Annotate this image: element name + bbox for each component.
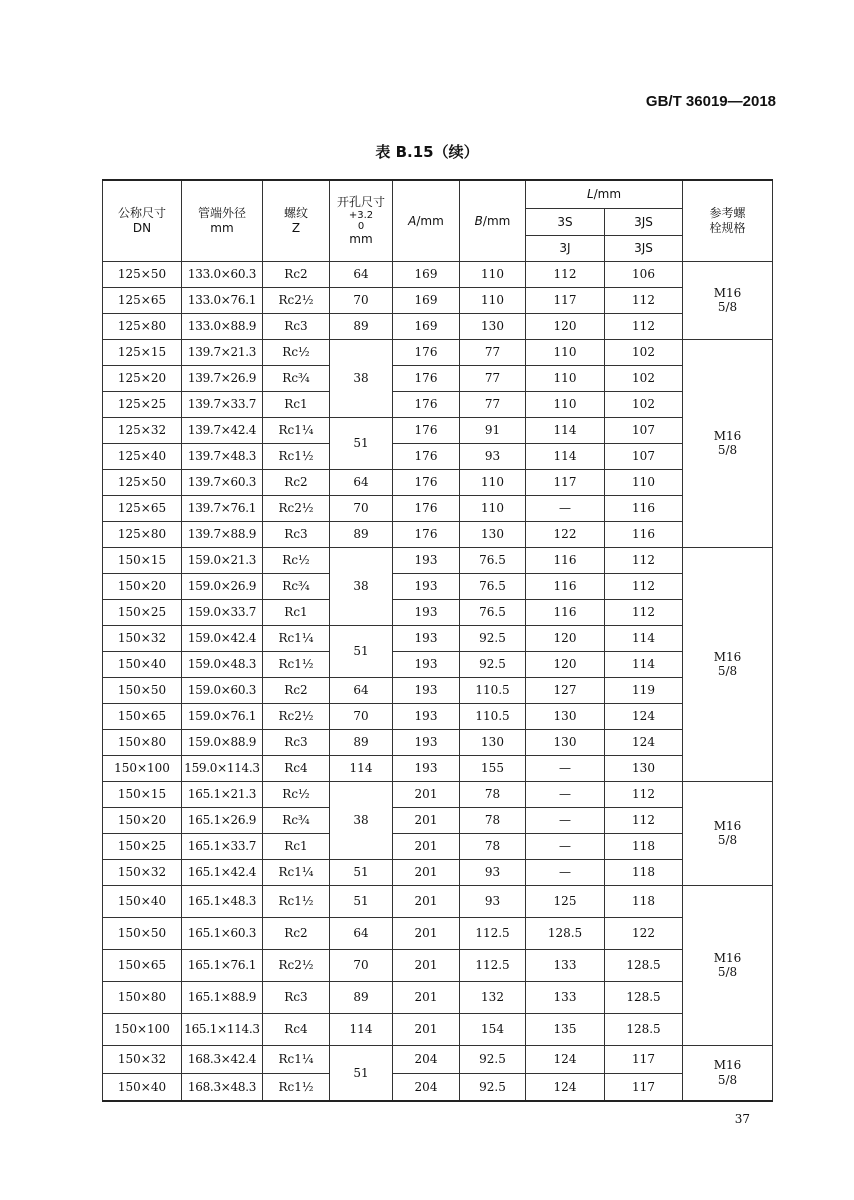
table-row <box>103 625 773 651</box>
table-row <box>103 521 773 547</box>
cell-outer-diameter: 133.0×60.3 <box>182 261 263 287</box>
cell-hole-size: 51 <box>330 417 393 469</box>
cell-outer-diameter: 159.0×60.3 <box>182 677 263 703</box>
table-row <box>103 261 773 287</box>
cell-outer-diameter: 133.0×76.1 <box>182 287 263 313</box>
cell-a: 201 <box>393 807 460 833</box>
table-row <box>103 573 773 599</box>
cell-hole-size: 64 <box>330 917 393 949</box>
cell-a: 169 <box>393 261 460 287</box>
cell-a: 201 <box>393 1013 460 1045</box>
cell-b: 110.5 <box>460 677 526 703</box>
cell-a: 193 <box>393 677 460 703</box>
standard-code: GB/T 36019—2018 <box>645 93 776 110</box>
cell-l-3s: 120 <box>526 625 605 651</box>
cell-a: 193 <box>393 703 460 729</box>
cell-b: 112.5 <box>460 949 526 981</box>
cell-dn: 150×100 <box>103 1013 182 1045</box>
cell-l-3js: 128.5 <box>605 1013 683 1045</box>
cell-outer-diameter: 159.0×21.3 <box>182 547 263 573</box>
cell-bolt-spec: M16 5/8 <box>683 781 773 885</box>
cell-a: 193 <box>393 651 460 677</box>
cell-dn: 125×25 <box>103 391 182 417</box>
cell-l-3js: 128.5 <box>605 949 683 981</box>
cell-a: 176 <box>393 417 460 443</box>
cell-dn: 150×100 <box>103 755 182 781</box>
cell-dn: 125×50 <box>103 469 182 495</box>
cell-outer-diameter: 159.0×114.3 <box>182 755 263 781</box>
table-row <box>103 1013 773 1045</box>
cell-l-3js: 118 <box>605 885 683 917</box>
cell-thread: Rc½ <box>263 339 330 365</box>
cell-l-3js: 116 <box>605 495 683 521</box>
cell-thread: Rc1 <box>263 391 330 417</box>
cell-hole-size: 114 <box>330 755 393 781</box>
cell-a: 193 <box>393 625 460 651</box>
cell-outer-diameter: 139.7×88.9 <box>182 521 263 547</box>
cell-b: 130 <box>460 521 526 547</box>
cell-thread: Rc2½ <box>263 949 330 981</box>
tolerance-upper: +3.2 <box>348 209 374 221</box>
cell-hole-size: 70 <box>330 495 393 521</box>
cell-dn: 150×20 <box>103 573 182 599</box>
cell-b: 110.5 <box>460 703 526 729</box>
cell-thread: Rc½ <box>263 781 330 807</box>
cell-l-3s: — <box>526 859 605 885</box>
table-row <box>103 949 773 981</box>
cell-dn: 125×65 <box>103 495 182 521</box>
table-row <box>103 807 773 833</box>
table-row <box>103 703 773 729</box>
cell-a: 201 <box>393 949 460 981</box>
cell-hole-size: 114 <box>330 1013 393 1045</box>
table-title: 表 B.15（续） <box>375 143 479 161</box>
cell-thread: Rc1 <box>263 599 330 625</box>
cell-thread: Rc1½ <box>263 651 330 677</box>
cell-l-3s: — <box>526 781 605 807</box>
cell-thread: Rc2 <box>263 469 330 495</box>
cell-b: 112.5 <box>460 917 526 949</box>
cell-outer-diameter: 139.7×76.1 <box>182 495 263 521</box>
cell-b: 76.5 <box>460 547 526 573</box>
cell-dn: 150×65 <box>103 949 182 981</box>
cell-a: 201 <box>393 981 460 1013</box>
table-row <box>103 981 773 1013</box>
cell-b: 130 <box>460 729 526 755</box>
cell-b: 77 <box>460 391 526 417</box>
cell-thread: Rc½ <box>263 547 330 573</box>
page-number: 37 <box>734 1112 750 1126</box>
table-row <box>103 677 773 703</box>
cell-dn: 150×40 <box>103 885 182 917</box>
cell-l-3s: 116 <box>526 599 605 625</box>
cell-hole-size: 64 <box>330 677 393 703</box>
cell-l-3js: 107 <box>605 417 683 443</box>
cell-a: 193 <box>393 573 460 599</box>
cell-b: 91 <box>460 417 526 443</box>
cell-b: 110 <box>460 287 526 313</box>
cell-dn: 125×80 <box>103 313 182 339</box>
header-a: A/mm <box>393 180 460 261</box>
cell-l-3js: 102 <box>605 391 683 417</box>
cell-l-3s: — <box>526 495 605 521</box>
cell-thread: Rc1¼ <box>263 417 330 443</box>
cell-l-3js: 116 <box>605 521 683 547</box>
table-row <box>103 755 773 781</box>
cell-outer-diameter: 139.7×60.3 <box>182 469 263 495</box>
cell-dn: 150×50 <box>103 677 182 703</box>
cell-hole-size: 38 <box>330 339 393 417</box>
table-row <box>103 885 773 917</box>
cell-thread: Rc1¼ <box>263 625 330 651</box>
cell-dn: 150×15 <box>103 547 182 573</box>
cell-thread: Rc3 <box>263 729 330 755</box>
cell-thread: Rc2 <box>263 261 330 287</box>
table-row <box>103 651 773 677</box>
cell-l-3js: 128.5 <box>605 981 683 1013</box>
header-outer-diameter: 管端外径 mm <box>182 180 263 261</box>
cell-l-3js: 117 <box>605 1045 683 1073</box>
spec-table-body <box>103 261 773 1101</box>
table-row <box>103 917 773 949</box>
table-row <box>103 859 773 885</box>
cell-a: 201 <box>393 833 460 859</box>
cell-thread: Rc3 <box>263 521 330 547</box>
table-row <box>103 495 773 521</box>
cell-dn: 150×25 <box>103 599 182 625</box>
cell-dn: 150×32 <box>103 625 182 651</box>
cell-dn: 125×20 <box>103 365 182 391</box>
cell-thread: Rc3 <box>263 313 330 339</box>
cell-outer-diameter: 139.7×48.3 <box>182 443 263 469</box>
cell-l-3js: 107 <box>605 443 683 469</box>
header-l-3s: 3S 3J <box>526 208 605 261</box>
cell-l-3s: 125 <box>526 885 605 917</box>
cell-l-3s: 133 <box>526 949 605 981</box>
cell-l-3js: 106 <box>605 261 683 287</box>
header-dn: 公称尺寸 DN <box>103 180 182 261</box>
table-row <box>103 417 773 443</box>
cell-l-3s: 117 <box>526 469 605 495</box>
cell-a: 204 <box>393 1045 460 1073</box>
cell-dn: 150×25 <box>103 833 182 859</box>
cell-l-3s: 117 <box>526 287 605 313</box>
cell-dn: 125×65 <box>103 287 182 313</box>
cell-l-3js: 114 <box>605 651 683 677</box>
cell-l-3js: 118 <box>605 859 683 885</box>
cell-outer-diameter: 159.0×33.7 <box>182 599 263 625</box>
cell-thread: Rc1¼ <box>263 859 330 885</box>
cell-hole-size: 51 <box>330 625 393 677</box>
cell-l-3js: 112 <box>605 573 683 599</box>
cell-b: 110 <box>460 261 526 287</box>
cell-l-3js: 112 <box>605 599 683 625</box>
table-row <box>103 287 773 313</box>
cell-dn: 150×50 <box>103 917 182 949</box>
table-row <box>103 547 773 573</box>
cell-b: 76.5 <box>460 599 526 625</box>
cell-thread: Rc1¼ <box>263 1045 330 1073</box>
cell-l-3s: — <box>526 807 605 833</box>
cell-b: 77 <box>460 339 526 365</box>
cell-l-3s: 124 <box>526 1045 605 1073</box>
cell-outer-diameter: 165.1×60.3 <box>182 917 263 949</box>
cell-outer-diameter: 139.7×42.4 <box>182 417 263 443</box>
cell-thread: Rc¾ <box>263 573 330 599</box>
cell-a: 201 <box>393 885 460 917</box>
cell-hole-size: 89 <box>330 729 393 755</box>
cell-l-3s: 116 <box>526 573 605 599</box>
cell-b: 132 <box>460 981 526 1013</box>
cell-l-3s: 122 <box>526 521 605 547</box>
cell-a: 193 <box>393 729 460 755</box>
cell-l-3js: 114 <box>605 625 683 651</box>
cell-l-3js: 130 <box>605 755 683 781</box>
cell-dn: 150×40 <box>103 651 182 677</box>
header-bolt-spec: 参考螺 栓规格 <box>683 180 773 261</box>
cell-hole-size: 51 <box>330 859 393 885</box>
cell-bolt-spec: M16 5/8 <box>683 885 773 1045</box>
cell-l-3s: 112 <box>526 261 605 287</box>
cell-outer-diameter: 139.7×33.7 <box>182 391 263 417</box>
cell-thread: Rc1½ <box>263 885 330 917</box>
cell-outer-diameter: 165.1×33.7 <box>182 833 263 859</box>
cell-l-3js: 118 <box>605 833 683 859</box>
cell-outer-diameter: 159.0×88.9 <box>182 729 263 755</box>
cell-b: 78 <box>460 807 526 833</box>
cell-bolt-spec: M16 5/8 <box>683 339 773 547</box>
cell-l-3js: 110 <box>605 469 683 495</box>
cell-l-3js: 124 <box>605 703 683 729</box>
cell-l-3s: 127 <box>526 677 605 703</box>
cell-l-3js: 112 <box>605 287 683 313</box>
cell-outer-diameter: 139.7×26.9 <box>182 365 263 391</box>
cell-outer-diameter: 159.0×26.9 <box>182 573 263 599</box>
cell-l-3s: — <box>526 755 605 781</box>
cell-outer-diameter: 139.7×21.3 <box>182 339 263 365</box>
table-row <box>103 729 773 755</box>
cell-thread: Rc1½ <box>263 443 330 469</box>
cell-thread: Rc4 <box>263 1013 330 1045</box>
cell-hole-size: 89 <box>330 313 393 339</box>
cell-hole-size: 51 <box>330 885 393 917</box>
cell-l-3s: 120 <box>526 313 605 339</box>
cell-a: 176 <box>393 339 460 365</box>
cell-b: 92.5 <box>460 1073 526 1101</box>
cell-l-3js: 117 <box>605 1073 683 1101</box>
table-row <box>103 391 773 417</box>
cell-a: 176 <box>393 521 460 547</box>
header-l-3js: 3JS 3JS <box>605 208 683 261</box>
cell-dn: 125×50 <box>103 261 182 287</box>
cell-b: 78 <box>460 781 526 807</box>
cell-outer-diameter: 165.1×76.1 <box>182 949 263 981</box>
cell-bolt-spec: M16 5/8 <box>683 547 773 781</box>
cell-dn: 125×15 <box>103 339 182 365</box>
cell-thread: Rc1 <box>263 833 330 859</box>
cell-a: 169 <box>393 313 460 339</box>
table-row <box>103 833 773 859</box>
cell-a: 201 <box>393 917 460 949</box>
cell-l-3s: — <box>526 833 605 859</box>
cell-dn: 150×65 <box>103 703 182 729</box>
tolerance-lower: 0 <box>357 220 365 232</box>
cell-thread: Rc1½ <box>263 1073 330 1101</box>
cell-thread: Rc¾ <box>263 365 330 391</box>
cell-b: 154 <box>460 1013 526 1045</box>
cell-thread: Rc2½ <box>263 287 330 313</box>
header-hole-size: 开孔尺寸 +3.2 0 mm <box>330 180 393 261</box>
cell-dn: 125×80 <box>103 521 182 547</box>
cell-dn: 150×80 <box>103 981 182 1013</box>
cell-hole-size: 70 <box>330 949 393 981</box>
cell-b: 76.5 <box>460 573 526 599</box>
cell-a: 176 <box>393 365 460 391</box>
cell-a: 176 <box>393 469 460 495</box>
cell-hole-size: 64 <box>330 469 393 495</box>
cell-b: 92.5 <box>460 651 526 677</box>
cell-l-3js: 112 <box>605 313 683 339</box>
table-row <box>103 599 773 625</box>
cell-a: 201 <box>393 781 460 807</box>
cell-a: 193 <box>393 755 460 781</box>
cell-b: 92.5 <box>460 1045 526 1073</box>
cell-l-3js: 124 <box>605 729 683 755</box>
cell-dn: 125×32 <box>103 417 182 443</box>
cell-outer-diameter: 165.1×114.3 <box>182 1013 263 1045</box>
cell-dn: 150×32 <box>103 1045 182 1073</box>
cell-a: 176 <box>393 495 460 521</box>
cell-outer-diameter: 165.1×48.3 <box>182 885 263 917</box>
table-row <box>103 365 773 391</box>
table-row <box>103 1073 773 1101</box>
cell-dn: 150×15 <box>103 781 182 807</box>
cell-hole-size: 38 <box>330 547 393 625</box>
cell-outer-diameter: 165.1×42.4 <box>182 859 263 885</box>
cell-l-3js: 112 <box>605 781 683 807</box>
cell-a: 204 <box>393 1073 460 1101</box>
cell-b: 155 <box>460 755 526 781</box>
cell-l-3s: 116 <box>526 547 605 573</box>
cell-a: 193 <box>393 547 460 573</box>
cell-l-3js: 112 <box>605 547 683 573</box>
cell-hole-size: 89 <box>330 521 393 547</box>
header-thread: 螺纹 Z <box>263 180 330 261</box>
cell-outer-diameter: 168.3×48.3 <box>182 1073 263 1101</box>
cell-outer-diameter: 168.3×42.4 <box>182 1045 263 1073</box>
cell-thread: Rc¾ <box>263 807 330 833</box>
table-row <box>103 1045 773 1073</box>
cell-l-3js: 112 <box>605 807 683 833</box>
cell-a: 201 <box>393 859 460 885</box>
cell-b: 93 <box>460 859 526 885</box>
cell-a: 169 <box>393 287 460 313</box>
cell-hole-size: 89 <box>330 981 393 1013</box>
cell-hole-size: 51 <box>330 1045 393 1101</box>
cell-b: 130 <box>460 313 526 339</box>
table-row <box>103 443 773 469</box>
cell-dn: 150×20 <box>103 807 182 833</box>
cell-a: 176 <box>393 443 460 469</box>
cell-dn: 150×40 <box>103 1073 182 1101</box>
cell-outer-diameter: 159.0×42.4 <box>182 625 263 651</box>
cell-thread: Rc3 <box>263 981 330 1013</box>
cell-outer-diameter: 133.0×88.9 <box>182 313 263 339</box>
cell-thread: Rc2 <box>263 677 330 703</box>
cell-a: 193 <box>393 599 460 625</box>
header-l: L/mm <box>526 180 683 208</box>
cell-b: 92.5 <box>460 625 526 651</box>
cell-b: 93 <box>460 443 526 469</box>
cell-b: 77 <box>460 365 526 391</box>
cell-b: 110 <box>460 469 526 495</box>
cell-thread: Rc2½ <box>263 703 330 729</box>
table-row <box>103 469 773 495</box>
cell-l-3s: 128.5 <box>526 917 605 949</box>
cell-outer-diameter: 165.1×88.9 <box>182 981 263 1013</box>
cell-b: 110 <box>460 495 526 521</box>
cell-l-3s: 110 <box>526 339 605 365</box>
cell-bolt-spec: M16 5/8 <box>683 261 773 339</box>
cell-outer-diameter: 159.0×76.1 <box>182 703 263 729</box>
cell-hole-size: 38 <box>330 781 393 859</box>
cell-thread: Rc2½ <box>263 495 330 521</box>
cell-outer-diameter: 165.1×21.3 <box>182 781 263 807</box>
cell-hole-size: 70 <box>330 703 393 729</box>
cell-l-3s: 120 <box>526 651 605 677</box>
table-row <box>103 313 773 339</box>
cell-b: 93 <box>460 885 526 917</box>
cell-a: 176 <box>393 391 460 417</box>
header-b: B/mm <box>460 180 526 261</box>
cell-dn: 150×32 <box>103 859 182 885</box>
cell-l-3s: 110 <box>526 365 605 391</box>
cell-l-3js: 122 <box>605 917 683 949</box>
table-row <box>103 339 773 365</box>
cell-l-3s: 133 <box>526 981 605 1013</box>
cell-l-3s: 130 <box>526 703 605 729</box>
cell-l-3s: 110 <box>526 391 605 417</box>
cell-outer-diameter: 165.1×26.9 <box>182 807 263 833</box>
cell-l-3s: 124 <box>526 1073 605 1101</box>
cell-l-3s: 114 <box>526 443 605 469</box>
cell-l-3s: 130 <box>526 729 605 755</box>
cell-dn: 150×80 <box>103 729 182 755</box>
cell-outer-diameter: 159.0×48.3 <box>182 651 263 677</box>
cell-l-3js: 102 <box>605 365 683 391</box>
cell-dn: 125×40 <box>103 443 182 469</box>
cell-thread: Rc4 <box>263 755 330 781</box>
cell-l-3js: 119 <box>605 677 683 703</box>
cell-b: 78 <box>460 833 526 859</box>
spec-table <box>102 179 773 1102</box>
cell-hole-size: 64 <box>330 261 393 287</box>
cell-l-3js: 102 <box>605 339 683 365</box>
cell-hole-size: 70 <box>330 287 393 313</box>
cell-thread: Rc2 <box>263 917 330 949</box>
cell-l-3s: 114 <box>526 417 605 443</box>
cell-bolt-spec: M16 5/8 <box>683 1045 773 1101</box>
cell-l-3s: 135 <box>526 1013 605 1045</box>
table-row <box>103 781 773 807</box>
